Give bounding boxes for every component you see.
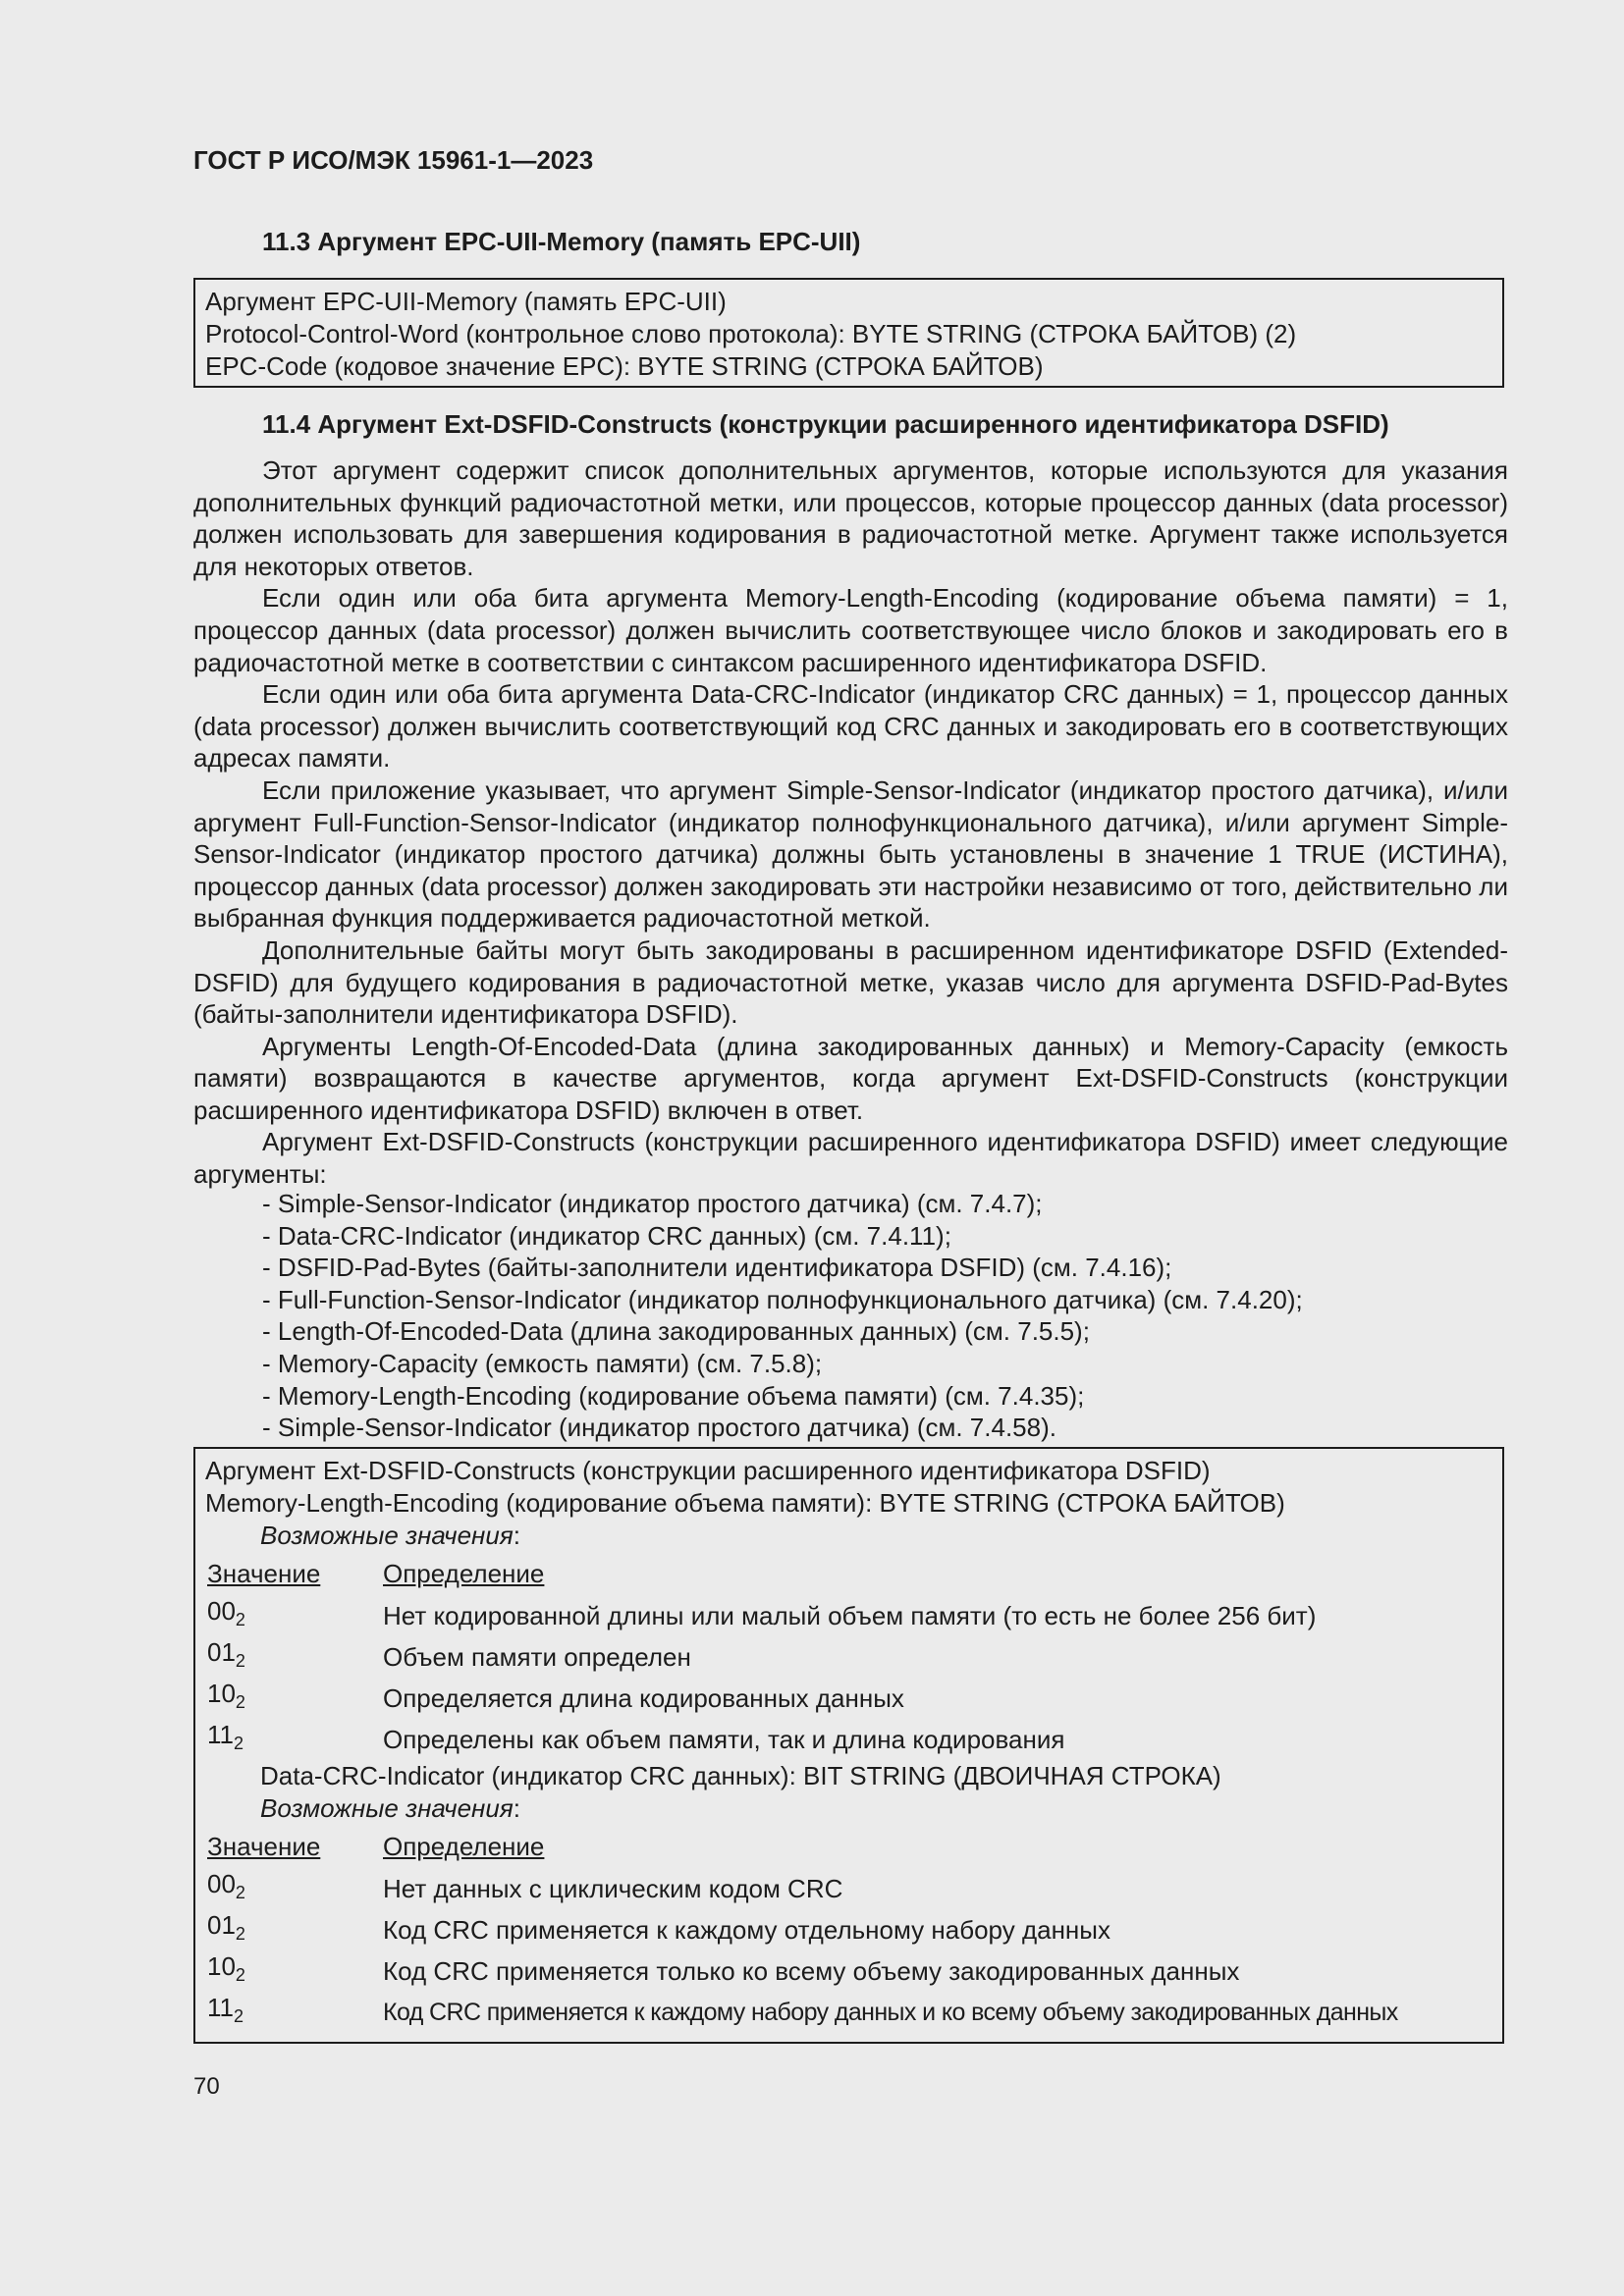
column-header-definition: Определение	[383, 1558, 545, 1588]
mle-values-table	[207, 1552, 1316, 1760]
list-item: - Memory-Capacity (емкость памяти) (см. 7.5.8);	[262, 1348, 823, 1378]
possible-values-label: Возможные значения:	[260, 1521, 520, 1550]
box-line: Memory-Length-Encoding (кодирование объема памяти): BYTE STRING (СТРОКА БАЙТОВ)	[205, 1488, 1285, 1518]
column-header-definition: Определение	[383, 1831, 545, 1861]
paragraph: Этот аргумент содержит список дополнительных аргументов, которые используются для указания дополнительных функций радиочастотной метки, или процессов, которые процессор данных (data processor) должен использовать для завершения кодирования в радиочастотной метке. Аргумент также используется для некоторых ответов.	[193, 455, 1508, 581]
possible-values-label: Возможные значения:	[260, 1793, 520, 1823]
table-row: $00_2$ Нет кодированной длины или малый объем памяти (то есть не более 256 бит)	[207, 1596, 1317, 1630]
table-row: $00_2$ Нет данных с циклическим кодом CRC	[207, 1869, 843, 1903]
list-item: - Full-Function-Sensor-Indicator (индикатор полнофункционального датчика) (см. 7.4.20);	[262, 1284, 1303, 1314]
table-row: $11_2$ Определены как объем памяти, так и длина кодирования	[207, 1720, 1065, 1754]
section-11-3-title: 11.3 Аргумент EPC-UII-Memory (память EPC-UII)	[262, 227, 861, 256]
list-item: - Simple-Sensor-Indicator (индикатор простого датчика) (см. 7.4.58).	[262, 1413, 1056, 1443]
table-row: $01_2$ Код CRC применяется к каждому отдельному набору данных	[207, 1910, 1110, 1945]
column-header-value: Значение	[207, 1831, 321, 1861]
box-line: Data-CRC-Indicator (индикатор CRC данных): BIT STRING (ДВОИЧНАЯ СТРОКА)	[260, 1761, 1221, 1790]
page-number: 70	[193, 2073, 220, 2100]
box-line: EPC-Code (кодовое значение EPC): BYTE STRING (СТРОКА БАЙТОВ)	[205, 351, 1044, 381]
section-11-4-title: 11.4 Аргумент Ext-DSFID-Constructs (конструкции расширенного идентификатора DSFID)	[262, 409, 1389, 439]
document-header: ГОСТ Р ИСО/МЭК 15961-1—2023	[193, 145, 594, 175]
list-item: - DSFID-Pad-Bytes (байты-заполнители идентификатора DSFID) (см. 7.4.16);	[262, 1253, 1172, 1283]
paragraph: Аргументы Length-Of-Encoded-Data (длина закодированных данных) и Memory-Capacity (емкость памяти) возвращаются в качестве аргументов, когда аргумент Ext-DSFID-Constructs (конструкции расширенного идентификатора DSFID) включен в ответ.	[193, 1031, 1508, 1125]
paragraph: Аргумент Ext-DSFID-Constructs (конструкции расширенного идентификатора DSFID) имеет следующие аргументы:	[193, 1127, 1508, 1190]
list-item: - Simple-Sensor-Indicator (индикатор простого датчика) (см. 7.4.7);	[262, 1189, 1043, 1218]
ext-dsfid-box	[193, 1447, 1504, 2044]
box-line: Аргумент EPC-UII-Memory (память EPC-UII)	[205, 287, 727, 316]
paragraph: Если один или оба бита аргумента Memory-Length-Encoding (кодирование объема памяти) = 1, процессор данных (data processor) должен вычислить соответствующее число блоков и закодировать его в радиочастотной метке в соответствии с синтаксом расширенного идентификатора DSFID.	[193, 583, 1508, 677]
argument-list	[262, 1188, 1303, 1444]
table-row: $10_2$ Определяется длина кодированных данных	[207, 1679, 904, 1713]
box-line: Protocol-Control-Word (контрольное слово протокола): BYTE STRING (СТРОКА БАЙТОВ) (2)	[205, 319, 1297, 348]
epc-uii-memory-box	[193, 278, 1504, 388]
list-item: - Length-Of-Encoded-Data (длина закодированных данных) (см. 7.5.5);	[262, 1316, 1090, 1347]
section-11-4-body	[193, 454, 1508, 1191]
list-item: - Data-CRC-Indicator (индикатор CRC данных) (см. 7.4.11);	[262, 1220, 951, 1251]
table-row: $01_2$ Объем памяти определен	[207, 1637, 691, 1672]
table-row: $11_2$ Код CRC применяется к каждому набору данных и ко всему объему закодированных данных	[207, 1993, 1398, 2026]
box-line: Аргумент Ext-DSFID-Constructs (конструкции расширенного идентификатора DSFID)	[205, 1456, 1211, 1485]
column-header-value: Значение	[207, 1558, 321, 1588]
list-item: - Memory-Length-Encoding (кодирование объема памяти) (см. 7.4.35);	[262, 1380, 1085, 1411]
paragraph: Если приложение указывает, что аргумент Simple-Sensor-Indicator (индикатор простого датчика), и/или аргумент Full-Function-Sensor-Indicator (индикатор полнофункционального датчика), и/или аргумент Simple-Sensor-Indicator (индикатор простого датчика) должны быть установлены в значение 1 TRUE (ИСТИНА), процессор данных (data processor) должен закодировать эти настройки независимо от того, действительно ли выбранная функция поддерживается радиочастотной меткой.	[193, 774, 1508, 934]
table-row: $10_2$ Код CRC применяется только ко всему объему закодированных данных	[207, 1951, 1240, 1986]
paragraph: Если один или оба бита аргумента Data-CRC-Indicator (индикатор CRC данных) = 1, процессор данных (data processor) должен вычислить соответствующий код CRC данных и закодировать его в соответствующих адресах памяти.	[193, 679, 1508, 774]
crc-values-table	[207, 1825, 1398, 2033]
paragraph: Дополнительные байты могут быть закодированы в расширенном идентификаторе DSFID (Extended-DSFID) для будущего кодирования в радиочастотной метке, указав число для аргумента DSFID-Pad-Bytes (байты-заполнители идентификатора DSFID).	[193, 934, 1508, 1030]
